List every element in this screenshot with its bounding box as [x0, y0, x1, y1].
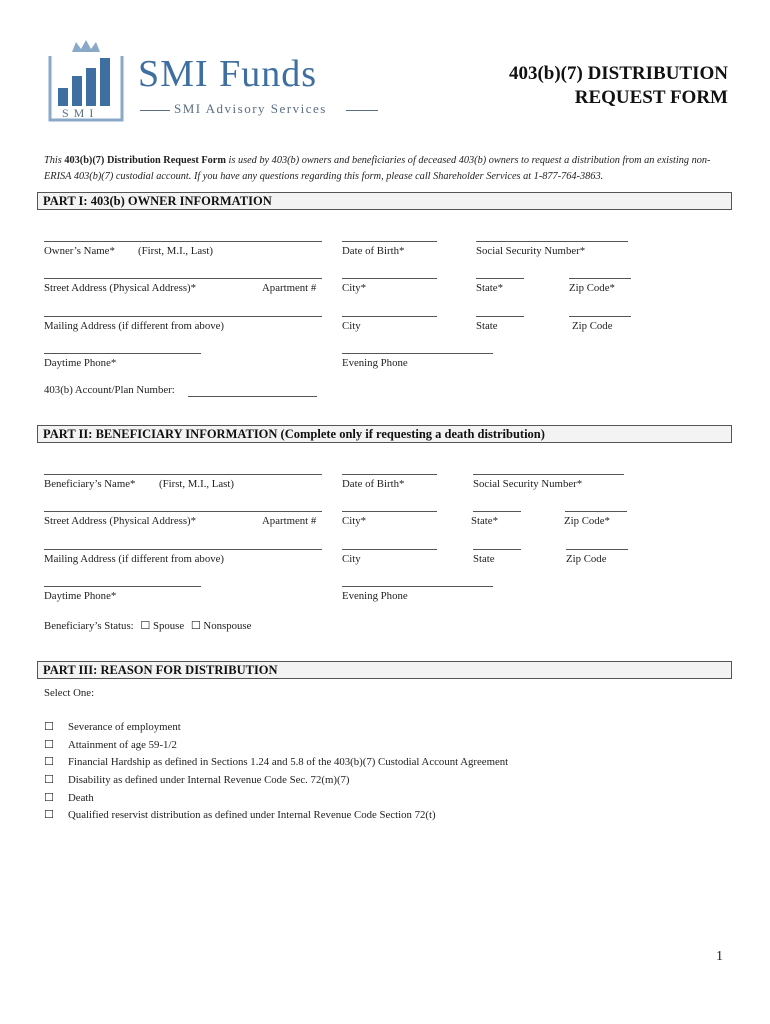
select-one-label: Select One: [44, 687, 95, 699]
owner-eve-phone-label: Evening Phone [342, 357, 408, 369]
reason-option[interactable] [44, 735, 508, 753]
owner-mail-state-field[interactable] [476, 316, 524, 317]
section-header-part-2: PART II: BENEFICIARY INFORMATION (Complete only if requesting a death distribution) [37, 425, 732, 443]
reason-checkbox[interactable]: ☐ [44, 773, 54, 787]
ben-city-field[interactable] [342, 511, 437, 512]
ben-status-row [44, 619, 251, 632]
ben-eve-phone-label: Evening Phone [342, 590, 408, 602]
spouse-checkbox[interactable]: ☐ [140, 619, 151, 632]
ben-day-phone-field[interactable] [44, 586, 201, 587]
page-number: 1 [716, 949, 723, 964]
owner-eve-phone-field[interactable] [342, 353, 493, 354]
ben-eve-phone-field[interactable] [342, 586, 493, 587]
owner-mail-state-label: State [476, 320, 498, 332]
owner-state-field[interactable] [476, 278, 524, 279]
section-header-part-1: PART I: 403(b) OWNER INFORMATION [37, 192, 732, 210]
owner-mail-zip-label: Zip Code [572, 320, 613, 332]
intro-paragraph [44, 153, 734, 185]
nonspouse-label: Nonspouse [203, 620, 252, 632]
reason-label: Attainment of age 59-1/2 [68, 738, 177, 751]
logo-emblem-text: SMI [62, 106, 99, 120]
reason-checkbox[interactable]: ☐ [44, 755, 54, 769]
owner-mailing-field[interactable] [44, 316, 322, 317]
owner-day-phone-field[interactable] [44, 353, 201, 354]
reason-label: Disability as defined under Internal Revenue Code Sec. 72(m)(7) [68, 774, 350, 787]
ben-mail-city-field[interactable] [342, 549, 437, 550]
owner-day-phone-label: Daytime Phone* [44, 357, 117, 369]
form-title [428, 62, 728, 110]
reason-label: Qualified reservist distribution as defined under Internal Revenue Code Section 72(t) [68, 809, 436, 822]
owner-ssn-label: Social Security Number* [476, 245, 586, 257]
owner-city-label: City* [342, 282, 366, 294]
ben-zip-label: Zip Code* [564, 515, 610, 527]
reason-checkbox[interactable]: ☐ [44, 737, 54, 751]
reason-options-list [44, 717, 508, 823]
logo-rule-left [140, 110, 170, 111]
owner-street-field[interactable] [44, 278, 322, 279]
owner-name-field[interactable] [44, 241, 322, 242]
intro-form-name: 403(b)(7) Distribution Request Form [64, 155, 226, 166]
reason-checkbox[interactable]: ☐ [44, 808, 54, 822]
reason-option[interactable] [44, 788, 508, 806]
spouse-label: Spouse [152, 620, 185, 632]
logo-rule-right [346, 110, 378, 111]
ben-zip-field[interactable] [565, 511, 627, 512]
owner-account-field[interactable] [188, 396, 317, 397]
ben-dob-label: Date of Birth* [342, 478, 405, 490]
ben-city-label: City* [342, 515, 366, 527]
owner-city-field[interactable] [342, 278, 437, 279]
reason-label: Financial Hardship as defined in Sections 1.24 and 5.8 of the 403(b)(7) Custodial Account Agreement [68, 756, 509, 769]
ben-ssn-label: Social Security Number* [473, 478, 583, 490]
ben-apt-label: Apartment # [262, 515, 317, 527]
section-header-part-3: PART III: REASON FOR DISTRIBUTION [37, 661, 732, 679]
owner-zip-label: Zip Code* [569, 282, 615, 294]
intro-lead: This [44, 155, 65, 166]
ben-mail-state-field[interactable] [473, 549, 521, 550]
ben-status-label: Beneficiary’s Status: [44, 620, 134, 632]
reason-option[interactable] [44, 770, 508, 788]
reason-label: Severance of employment [68, 721, 181, 733]
smi-logo [44, 38, 384, 124]
ben-mailing-label: Mailing Address (if different from above) [44, 553, 224, 565]
reason-option[interactable] [44, 805, 508, 823]
ben-mail-city-label: City [342, 553, 361, 565]
owner-ssn-field[interactable] [476, 241, 628, 242]
ben-name-field[interactable] [44, 474, 322, 475]
ben-ssn-field[interactable] [473, 474, 624, 475]
ben-mail-zip-field[interactable] [566, 549, 628, 550]
owner-account-label: 403(b) Account/Plan Number: [44, 384, 175, 396]
owner-mail-city-label: City [342, 320, 361, 332]
owner-name-hint: (First, M.I., Last) [138, 245, 213, 257]
nonspouse-checkbox[interactable]: ☐ [190, 619, 201, 632]
ben-mail-state-label: State [473, 553, 495, 565]
ben-name-hint: (First, M.I., Last) [159, 478, 234, 490]
owner-mail-zip-field[interactable] [569, 316, 631, 317]
ben-name-label: Beneficiary’s Name* [44, 478, 136, 490]
ben-street-label: Street Address (Physical Address)* [44, 515, 197, 527]
form-title-line-2: REQUEST FORM [574, 87, 728, 108]
form-title-line-1: 403(b)(7) DISTRIBUTION [508, 63, 728, 84]
logo-tagline: SMI Advisory Services [174, 101, 327, 116]
owner-state-label: State* [476, 282, 503, 294]
reason-checkbox[interactable]: ☐ [44, 790, 54, 804]
reason-option[interactable] [44, 717, 508, 735]
ben-state-field[interactable] [473, 511, 521, 512]
intro-text: is used by 403(b) owners and beneficiaries of deceased 403(b) owners to request a distribution from an existing non-ERISA 403(b)(7) custodial account. If you have any questions regarding this form, please call Shareholder Services at 1-877-764-3863. [44, 155, 711, 182]
ben-day-phone-label: Daytime Phone* [44, 590, 117, 602]
owner-dob-field[interactable] [342, 241, 437, 242]
owner-name-label: Owner’s Name* [44, 245, 115, 257]
reason-label: Death [68, 791, 94, 804]
ben-mailing-field[interactable] [44, 549, 322, 550]
owner-mailing-label: Mailing Address (if different from above) [44, 320, 224, 332]
ben-state-label: State* [471, 515, 498, 527]
owner-zip-field[interactable] [569, 278, 631, 279]
owner-street-label: Street Address (Physical Address)* [44, 282, 197, 294]
owner-mail-city-field[interactable] [342, 316, 437, 317]
ben-mail-zip-label: Zip Code [566, 553, 607, 565]
logo-brand-name: SMI Funds [138, 53, 317, 95]
owner-dob-label: Date of Birth* [342, 245, 405, 257]
reason-checkbox[interactable]: ☐ [44, 720, 54, 733]
ben-street-field[interactable] [44, 511, 322, 512]
owner-apt-label: Apartment # [262, 282, 317, 294]
reason-option[interactable] [44, 752, 508, 770]
ben-dob-field[interactable] [342, 474, 437, 475]
